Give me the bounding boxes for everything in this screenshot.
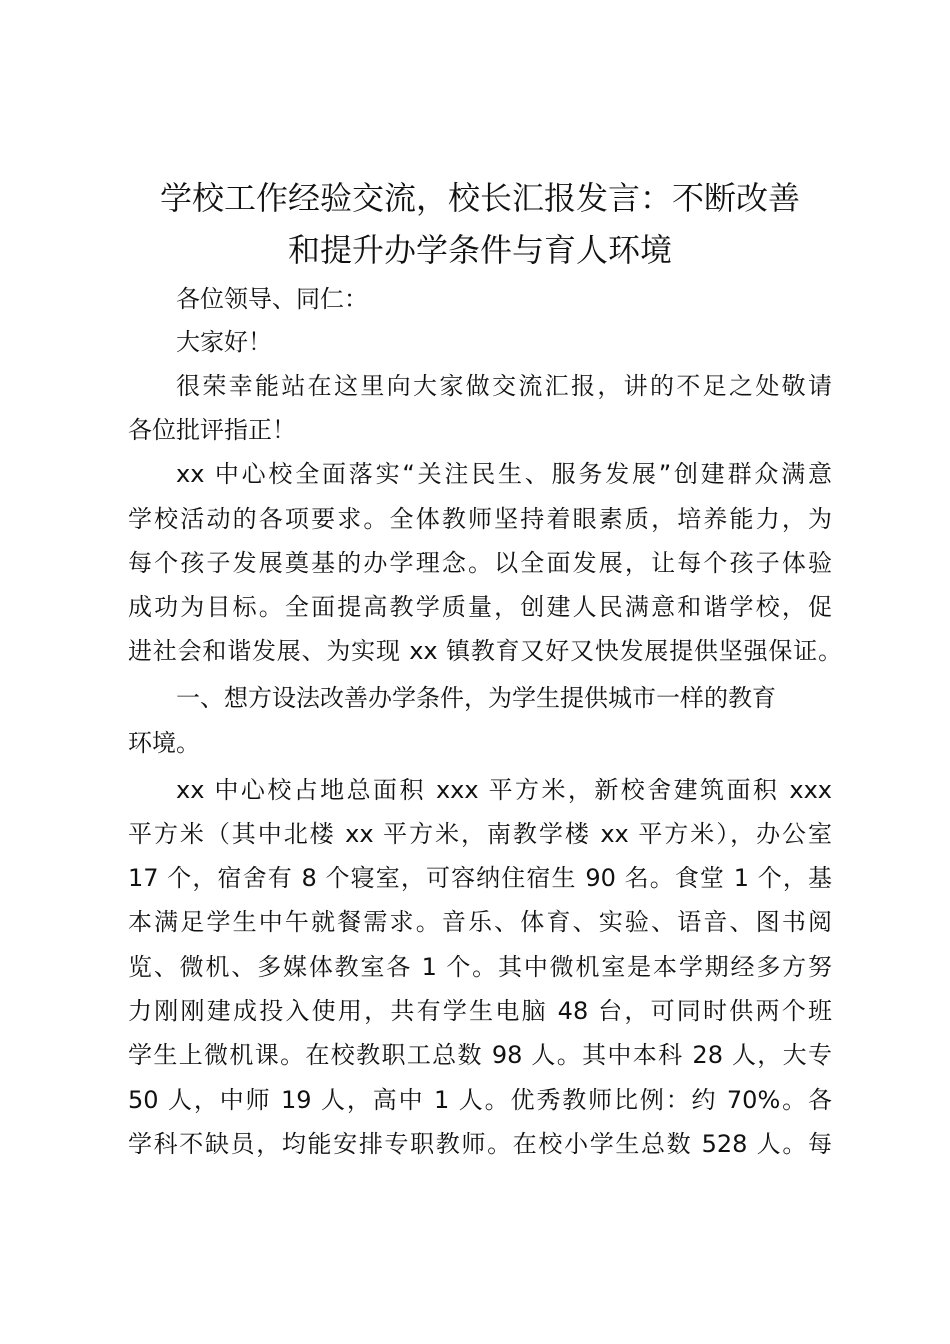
paragraph-3-line-9: 学科不缺员，均能安排专职教师。在校小学生总数 528 人。每 [128,1130,832,1158]
paragraph-3-line-3: 17 个，宿舍有 8 个寝室，可容纳住宿生 90 名。食堂 1 个，基 [128,864,832,892]
paragraph-3-line-5: 览、微机、多媒体教室各 1 个。其中微机室是本学期经多方努 [128,953,832,981]
paragraph-3-line-7: 学生上微机课。在校教职工总数 98 人。其中本科 28 人，大专 [128,1041,832,1069]
greeting: 大家好！ [176,328,272,356]
paragraph-2-line-1: xx 中心校全面落实“关注民生、服务发展”创建群众满意 [176,460,832,488]
document-title-line-1: 学校工作经验交流，校长汇报发言：不断改善 [159,179,800,217]
paragraph-2-line-5: 进社会和谐发展、为实现 xx 镇教育又好又快发展提供坚强保证。 [128,637,842,665]
paragraph-2-line-2: 学校活动的各项要求。全体教师坚持着眼素质，培养能力，为 [128,505,832,533]
paragraph-3-line-1: xx 中心校占地总面积 xxx 平方米，新校舍建筑面积 xxx [176,776,832,804]
paragraph-3-line-6: 力刚刚建成投入使用，共有学生电脑 48 台，可同时供两个班 [128,997,832,1025]
paragraph-1-line-2: 各位批评指正！ [128,416,296,444]
section-heading-1-line-2: 环境。 [128,729,200,757]
section-heading-1-line-1: 一、想方设法改善办学条件，为学生提供城市一样的教育 [176,684,776,712]
document-title-line-2: 和提升办学条件与育人环境 [287,231,672,269]
paragraph-2-line-4: 成功为目标。全面提高教学质量，创建人民满意和谐学校，促 [128,593,832,621]
paragraph-2-line-3: 每个孩子发展奠基的办学理念。以全面发展，让每个孩子体验 [128,549,832,577]
paragraph-1-line-1: 很荣幸能站在这里向大家做交流汇报，讲的不足之处敬请 [176,372,832,400]
salutation: 各位领导、同仁： [176,285,368,313]
paragraph-3-line-4: 本满足学生中午就餐需求。音乐、体育、实验、语音、图书阅 [128,908,832,936]
paragraph-3-line-8: 50 人，中师 19 人，高中 1 人。优秀教师比例：约 70%。各 [128,1086,832,1114]
paragraph-3-line-2: 平方米（其中北楼 xx 平方米，南教学楼 xx 平方米），办公室 [128,820,832,848]
